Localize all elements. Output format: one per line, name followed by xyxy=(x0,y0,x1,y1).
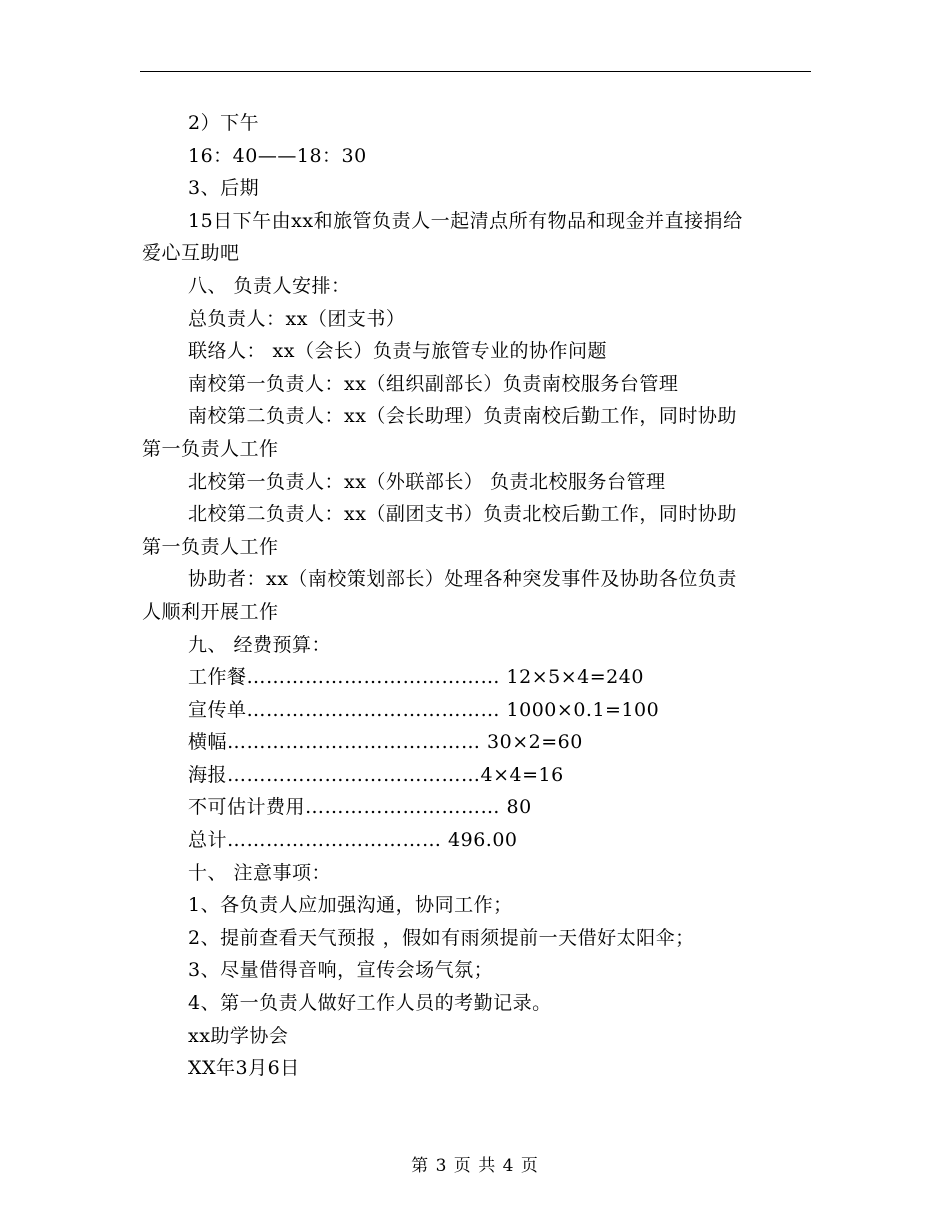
text-line: 南校第一负责人：xx（组织副部长）负责南校服务台管理 xyxy=(188,372,679,395)
text-line: 1、各负责人应加强沟通，协同工作； xyxy=(188,894,513,917)
text-line: 4、第一负责人做好工作人员的考勤记录。 xyxy=(188,992,552,1015)
text-line: 3、后期 xyxy=(188,177,260,200)
text-line: 联络人： xx（会长）负责与旅管专业的协作问题 xyxy=(188,340,607,363)
budget-line: 宣传单………………………………… 1000×0.1=100 xyxy=(188,698,660,721)
section-heading: 十、 注意事项： xyxy=(188,861,332,884)
document-body xyxy=(142,107,810,1085)
text-line: 南校第二负责人：xx（会长助理）负责南校后勤工作，同时协助 xyxy=(188,405,737,428)
signature-date: XX年3月6日 xyxy=(188,1057,300,1080)
text-line: 2）下午 xyxy=(188,112,260,134)
budget-total-line: 总计…………………………… 496.00 xyxy=(188,829,518,852)
budget-line: 不可估计费用………………………… 80 xyxy=(188,796,532,819)
page-number: 第 3 页 共 4 页 xyxy=(411,1156,539,1176)
text-line: 协助者：xx（南校策划部长）处理各种突发事件及协助各位负责 xyxy=(188,568,737,591)
text-line: 爱心互助吧 xyxy=(142,242,240,265)
budget-line: 海报…………………………………4×4=16 xyxy=(188,763,564,786)
text-line: 北校第二负责人：xx（副团支书）负责北校后勤工作，同时协助 xyxy=(188,503,737,526)
text-line: 总负责人：xx（团支书） xyxy=(188,307,406,330)
text-line: 16：40——18：30 xyxy=(188,144,367,167)
text-line: 第一负责人工作 xyxy=(142,437,279,460)
budget-line: 横幅………………………………… 30×2=60 xyxy=(188,731,583,754)
text-line: 3、尽量借得音响，宣传会场气氛； xyxy=(188,959,494,982)
text-line: 北校第一负责人：xx（外联部长） 负责北校服务台管理 xyxy=(188,470,666,493)
text-line: 15日下午由xx和旅管负责人一起清点所有物品和现金并直接捐给 xyxy=(188,209,743,232)
signature-org: xx助学协会 xyxy=(188,1024,289,1047)
budget-line: 工作餐………………………………… 12×5×4=240 xyxy=(188,666,644,689)
header-rule xyxy=(140,71,811,72)
section-heading: 八、 负责人安排： xyxy=(188,274,351,297)
section-heading: 九、 经费预算： xyxy=(188,633,332,656)
text-line: 第一负责人工作 xyxy=(142,535,279,558)
text-line: 人顺利开展工作 xyxy=(142,600,279,623)
text-line: 2、提前查看天气预报 ，假如有雨须提前一天借好太阳伞； xyxy=(188,926,695,949)
